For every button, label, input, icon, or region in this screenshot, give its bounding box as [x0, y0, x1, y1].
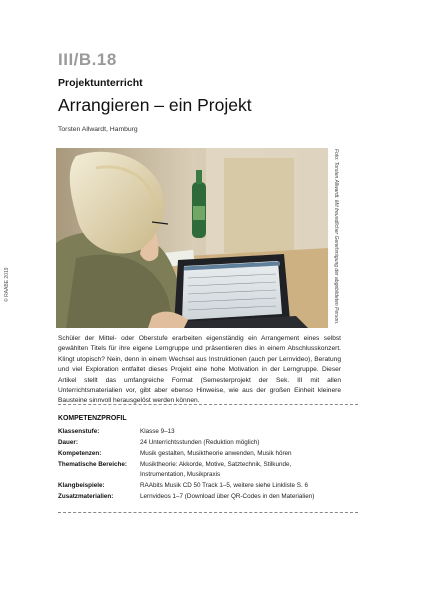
profile-top-rule	[58, 404, 358, 405]
profile-key: Kompetenzen:	[58, 450, 102, 457]
profile-value: 24 Unterrichtsstunden (Reduktion möglich)	[140, 439, 260, 446]
profile-row	[58, 449, 358, 459]
profile-key: Zusatzmaterialien:	[58, 493, 114, 500]
copyright-note: © RAABE 2019	[4, 267, 10, 302]
profile-value: Lernvideos 1–7 (Download über QR-Codes in den Materialien)	[140, 493, 315, 500]
profile-value: RAAbits Musik CD 50 Track 1–5, weitere siehe Linkliste S. 6	[140, 482, 308, 489]
profile-value: Musik gestalten, Musiktheorie anwenden, Musik hören	[140, 450, 292, 457]
profile-bottom-rule	[58, 512, 358, 513]
photo-credit: Foto: Torsten Allwardt. Mit freundlicher Genehmigung der abgebildeten Person.	[333, 149, 339, 325]
category-label: Projektunterricht	[58, 77, 143, 89]
student-laptop-photo	[56, 148, 328, 328]
section-code: III/B.18	[58, 50, 117, 69]
profile-title: KOMPETENZPROFIL	[58, 415, 127, 422]
profile-row	[58, 427, 358, 437]
intro-paragraph: Schüler der Mittel- oder Oberstufe erarbeiten eigenständig ein Arrangement eines selbst gewählten Titels für ihre eigene Lerngruppe und präsentieren dies in einem Abschlusskonzert. Klingt utopisch? Nein, denn in einem Wechsel aus Instruktionen (auch per Lernvideo), Beratung und viel Exploration entfaltet dieses Projekt eine hohe Motivation in der Lerngruppe. Dieser Artikel stellt das umfangreiche Format (Semesterprojekt der Sek. III mit allen Unterrichtsmaterialien vor, gibt aber ebenso Hinweise, wie aus der großen Einheit kleinere Bausteine sinnvoll herausgelöst werden können.	[58, 335, 341, 405]
profile-row	[58, 470, 358, 480]
profile-row	[58, 492, 358, 502]
page-title: Arrangieren – ein Projekt	[58, 95, 252, 115]
profile-key: Klassenstufe:	[58, 428, 100, 435]
author-line: Torsten Allwardt, Hamburg	[58, 126, 138, 133]
profile-value: Instrumentation, Musikpraxis	[140, 471, 221, 478]
profile-key: Thematische Bereiche:	[58, 461, 127, 468]
profile-row	[58, 438, 358, 448]
profile-key: Klangbeispiele:	[58, 482, 105, 489]
profile-row	[58, 481, 358, 491]
profile-row	[58, 460, 358, 470]
profile-value: Klasse 9–13	[140, 428, 175, 435]
profile-value: Musiktheorie: Akkorde, Motive, Satztechnik, Stilkunde,	[140, 461, 292, 468]
profile-key: Dauer:	[58, 439, 78, 446]
